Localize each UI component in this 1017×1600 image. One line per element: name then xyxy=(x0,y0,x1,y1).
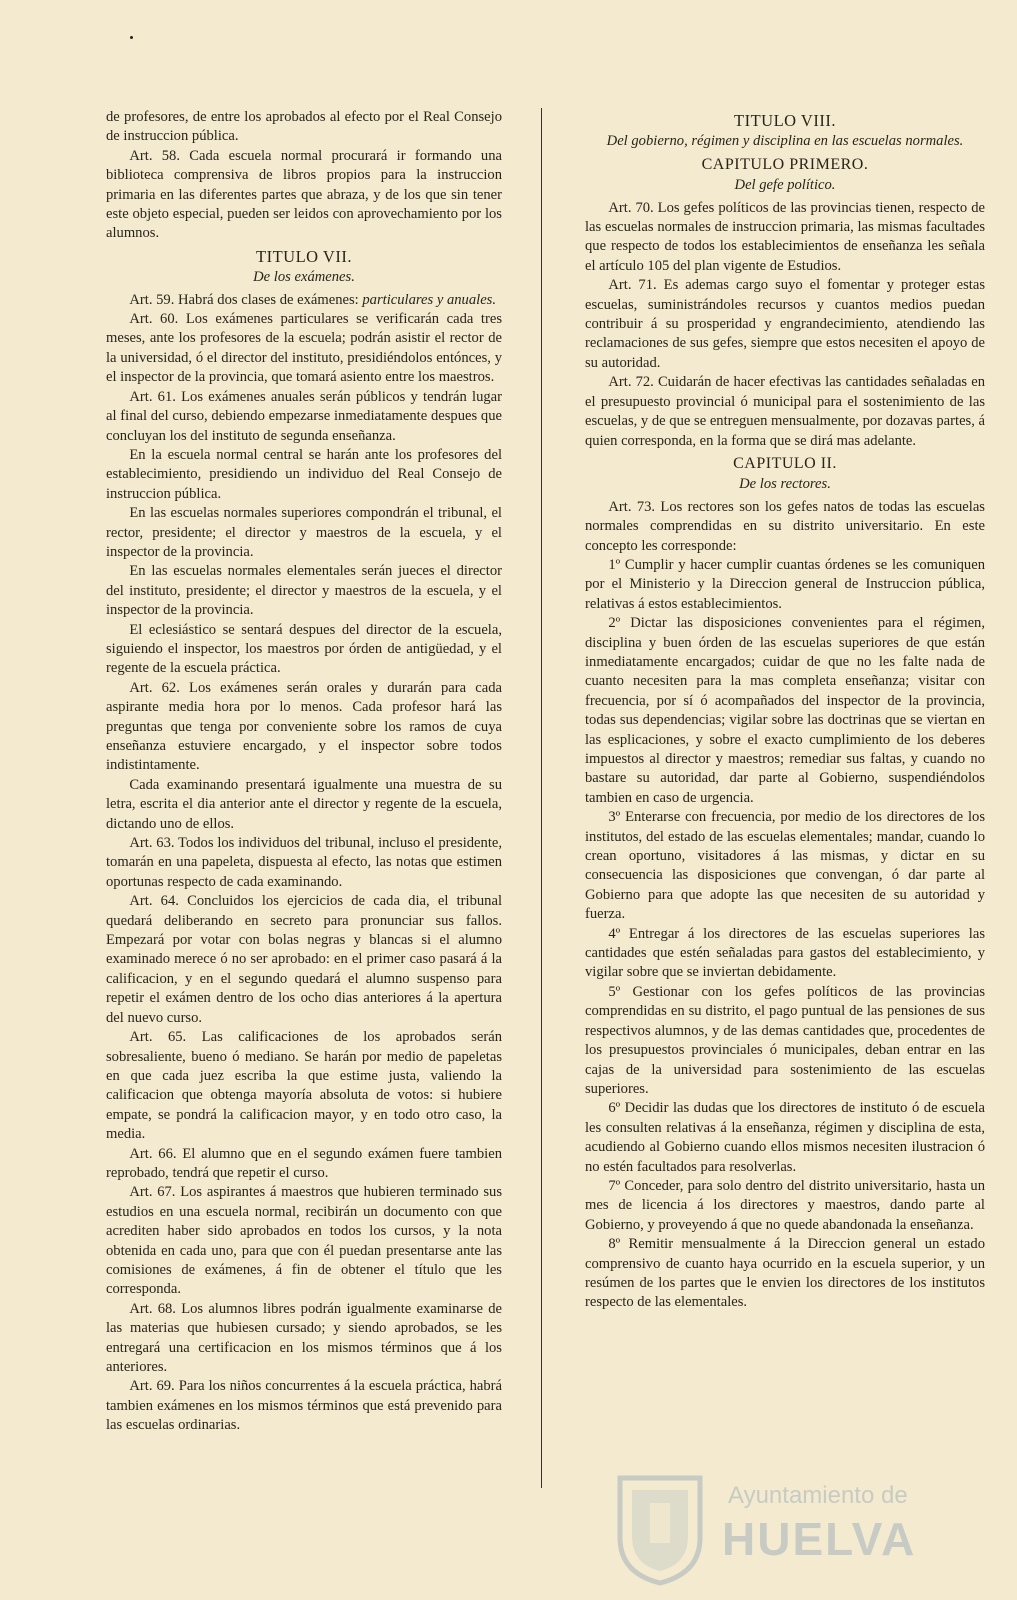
article-66: Art. 66. El alumno que en el segundo exámen fuere tambien reprobado, tendrá que repetir el curso. xyxy=(106,1145,502,1181)
list-item-4: 4º Entregar á los directores de las escuelas superiores las cantidades que estén señaladas para gastos del establecimiento, y vigilar sobre que se inviertan debidamente. xyxy=(585,925,985,981)
article-69: Art. 69. Para los niños concurrentes á la escuela práctica, habrá tambien exámenes en los mismos términos que está prevenido para las escuelas ordinarias. xyxy=(106,1378,502,1434)
article-62: Art. 62. Los exámenes serán orales y durarán para cada aspirante media hora por lo menos. Cada profesor hará las preguntas que tenga por conveniente sobre los ramos de cuya enseñanza estuviere encargado, y el inspector sobre todos indistintamente. xyxy=(106,679,502,774)
paragraph-central: En la escuela normal central se harán ante los profesores del establecimiento, presidiendo un individuo del Real Consejo de instruccion pública. xyxy=(106,446,502,502)
article-58: Art. 58. Cada escuela normal procurará ir formando una biblioteca comprensiva de libros propios para la instruccion primaria en las diferentes partes que abraza, y de los que sin tener este objeto especial, pueden ser leidos con aprovechamiento por los alumnos. xyxy=(106,147,502,242)
column-divider xyxy=(541,108,542,1488)
left-column xyxy=(106,108,502,1436)
titulo-vii-subtitle: De los exámenes. xyxy=(253,269,355,286)
capitulo-primero-subtitle: Del gefe político. xyxy=(734,177,836,194)
article-59 xyxy=(106,291,502,310)
capitulo-primero-heading: CAPITULO PRIMERO. xyxy=(701,155,869,173)
paragraph-continuation: de profesores, de entre los aprobados al efecto por el Real Consejo de instruccion pública. xyxy=(106,109,502,145)
capitulo-ii-heading: CAPITULO II. xyxy=(733,454,837,472)
list-item-5: 5º Gestionar con los gefes políticos de las provincias comprendidas en su distrito, el pago puntual de las pensiones de sus respectivos alumnos, y de las demas cantidades que, procedentes de los presupuestos provinciales ó municipales, deban entrar en las cajas de la universidad para sostenimiento de las escuelas superiores. xyxy=(585,983,985,1097)
list-item-3: 3º Enterarse con frecuencia, por medio de los directores de los institutos, del estado de las escuelas elementales; mandar, cuando lo crean oportuno, visitadores á las mismas, y dictar en su consecuencia las disposiciones que convengan, ó dar parte al Gobierno para que adopte las que necesiten de su autoridad y fuerza. xyxy=(585,809,985,923)
watermark-line-1: Ayuntamiento de xyxy=(728,1482,908,1509)
article-68: Art. 68. Los alumnos libres podrán igualmente examinarse de las materias que hubiesen cursado; y siendo aprobados, se les entregará una certificacion en los mismos términos que á los anteriores. xyxy=(106,1300,502,1375)
titulo-vii-heading: TITULO VII. xyxy=(256,246,352,266)
article-59-text: Art. 59. Habrá dos clases de exámenes: xyxy=(129,291,363,308)
article-71: Art. 71. Es ademas cargo suyo el fomentar y proteger estas escuelas, suministrándoles recursos y cuantos medios puedan contribuir á su prosperidad y engrandecimiento, atendiendo las reclamaciones de sus gefes, siempre que estos necesiten el apoyo de su autoridad. xyxy=(585,277,985,371)
ayuntamiento-watermark xyxy=(610,1468,1010,1588)
article-65: Art. 65. Las calificaciones de los aprobados serán sobresaliente, bueno ó mediano. Se harán por medio de papeletas en que cada juez escriba la que estime justa, valiendo la calificacion que obtenga mayoría absoluta de votos: si hubiere empate, se pondrá la calificacion mayor, y en todo otro caso, la media. xyxy=(106,1029,502,1143)
article-59-italic: particulares y anuales. xyxy=(362,291,496,308)
ink-speck xyxy=(130,36,133,39)
article-63: Art. 63. Todos los individuos del tribunal, incluso el presidente, tomarán en una papeleta, dispuesta al efecto, las notas que estimen oportunas respecto de cada examinando. xyxy=(106,835,502,890)
paragraph-eclesiastico: El eclesiástico se sentará despues del director de la escuela, siguiendo el inspector, los maestros por órden de antigüedad, y el regente de la escuela práctica. xyxy=(106,621,502,677)
list-item-7: 7º Conceder, para solo dentro del distrito universitario, hasta un mes de licencia á los directores y maestros, dando parte al Gobierno, y proveyendo á que no quede abandonada la enseñanza. xyxy=(585,1177,985,1233)
list-item-2: 2º Dictar las disposiciones convenientes para el régimen, disciplina y buen órden de las escuelas superiores de que están inmediatamente encargados; cuidar de que no les falte nada de cuanto necesiten para la mas completa enseñanza; visitar con frecuencia, por sí ó acompañados del inspector de la provincia, todas sus dependencias; vigilar sobre las doctrinas que se viertan en las esplicaciones, y sobre el exacto cumplimiento de los deberes impuestos al director y maestros; remediar sus faltas, y cuando no bastare su autoridad, dar parte al Gobierno, suspendiéndolos tambien en caso de urgencia. xyxy=(585,615,985,806)
article-61: Art. 61. Los exámenes anuales serán públicos y tendrán lugar al final del curso, debiendo empezarse inmediatamente despues que concluyan los del instituto de segunda enseñanza. xyxy=(106,388,502,444)
paragraph-examinando: Cada examinando presentará igualmente una muestra de su letra, escrita el dia anterior ante el director y regente de la escuela, dictando uno de ellos. xyxy=(106,776,502,832)
capitulo-ii-subtitle: De los rectores. xyxy=(739,476,831,493)
right-column xyxy=(585,108,985,1313)
article-64: Art. 64. Concluidos los ejercicios de cada dia, el tribunal quedará deliberando en secreto para pronunciar sus fallos. Empezará por votar con bolas negras y blancas si el alumno examinado merece ó no ser aprobado: en el primer caso pasará á la calificacion, y en el segundo quedará el alumno suspenso para repetir el exámen dentro de los ocho dias anteriores á la apertura del nuevo curso. xyxy=(106,893,502,1026)
article-70: Art. 70. Los gefes políticos de las provincias tienen, respecto de las escuelas normales de instruccion primaria, las mismas facultades que respecto de todos los establecimientos de enseñanza les señala el artículo 105 del plan vigente de Estudios. xyxy=(585,199,985,274)
huelva-shield-icon xyxy=(610,1468,710,1588)
article-72: Art. 72. Cuidarán de hacer efectivas las cantidades señaladas en el presupuesto provincial ó municipal para el sostenimiento de las escuelas, y de que se entreguen mensualmente, por dozavas partes, á quien corresponda, en la forma que se dirá mas adelante. xyxy=(585,374,985,449)
list-item-8: 8º Remitir mensualmente á la Direccion general un estado comprensivo de cuanto haya ocurrido en la escuela superior, y un resúmen de los partes que le envien los directores de los institutos respecto de las elementales. xyxy=(585,1236,985,1311)
list-item-1: 1º Cumplir y hacer cumplir cuantas órdenes se les comuniquen por el Ministerio y la Direccion general de Instruccion pública, relativas á estos establecimientos. xyxy=(585,556,985,612)
paragraph-elementales: En las escuelas normales elementales serán jueces el director del instituto, presidente; el director y maestros de la escuela, y el inspector de la provincia. xyxy=(106,563,502,619)
paragraph-superiores: En las escuelas normales superiores compondrán el tribunal, el rector, presidente; el director y maestros de la escuela, y el inspector de la provincia. xyxy=(106,505,502,560)
article-73: Art. 73. Los rectores son los gefes natos de todas las escuelas normales comprendidas en su distrito universitario. En este concepto les corresponde: xyxy=(585,498,985,554)
titulo-viii-heading: TITULO VIII. xyxy=(734,111,836,130)
watermark-line-2: HUELVA xyxy=(722,1513,917,1565)
article-60: Art. 60. Los exámenes particulares se verificarán cada tres meses, ante los profesores de la escuela; podrán asistir el rector de la universidad, ó el director del instituto, presidiéndolos entónces, y el inspector de la provincia, que tomará asiento entre los maestros. xyxy=(106,311,502,386)
titulo-viii-subtitle: Del gobierno, régimen y disciplina en las escuelas normales. xyxy=(606,133,964,150)
article-67: Art. 67. Los aspirantes á maestros que hubieren terminado sus estudios en una escuela normal, recibirán un documento con que acrediten haber sido aprobados en todos los cursos, y la nota obtenida en cada uno, para que con él puedan presentarse ante las comisiones de exámenes, á fin de obtener el título que les corresponda. xyxy=(106,1184,502,1298)
list-item-6: 6º Decidir las dudas que los directores de instituto ó de escuela les consulten relativas á la enseñanza, régimen y disciplina de esta, acudiendo al Gobierno cuando ellos mismos necesiten ilustracion ó no estén facultados para resolverlas. xyxy=(585,1100,985,1175)
